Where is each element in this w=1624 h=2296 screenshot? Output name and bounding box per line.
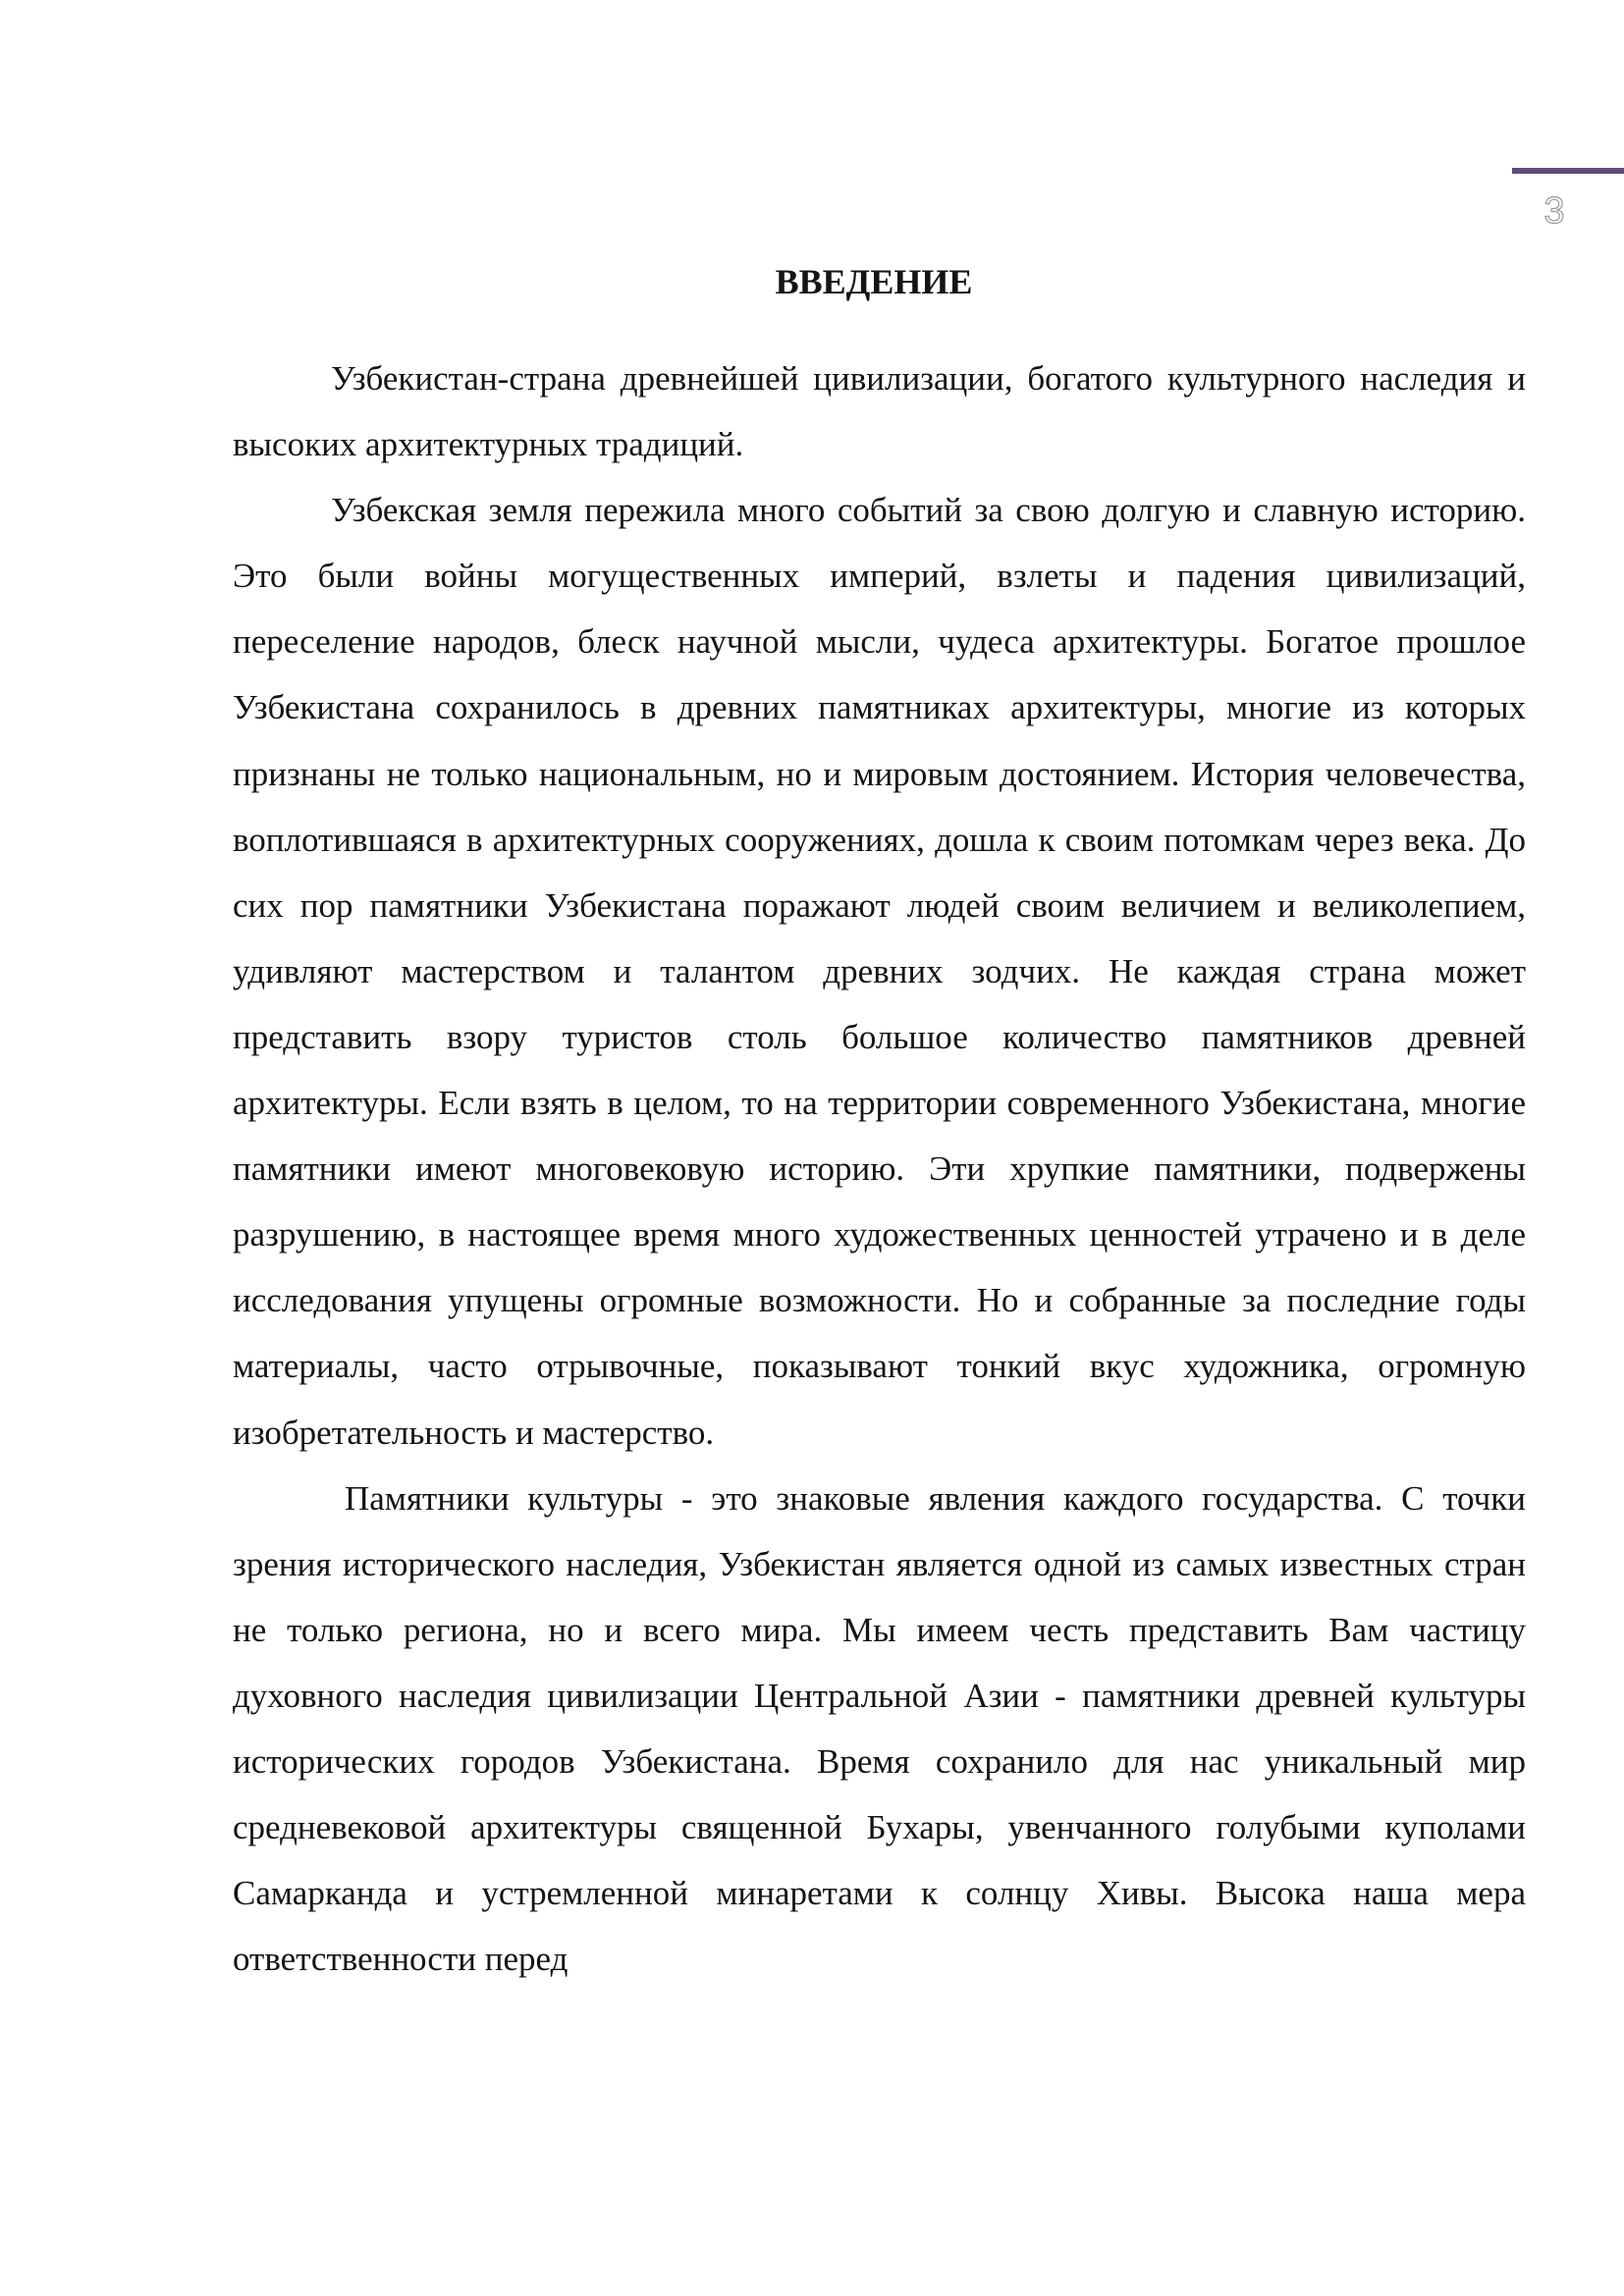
- paragraph-intro: Узбекистан-страна древнейшей цивилизации, богатого культурного наследия и высоких архитектурных традиций.: [233, 359, 1526, 464]
- page-number-accent-bar: [1512, 168, 1624, 174]
- document-title: ВВЕДЕНИЕ: [775, 262, 973, 301]
- paragraph-monuments: Памятники культуры - это знаковые явления каждого государства. С точки зрения исторического наследия, Узбекистан является одной из самых известных стран не только региона, но и всего мира. Мы имеем честь представить Вам частицу духовного наследия цивилизации Центральной Азии - памятники древней культуры исторических городов Узбекистана. Время сохранило для нас уникальный мир средневековой архитектуры священной Бухары, увенчанного голубыми куполами Самарканда и устремленной минаретами к солнцу Хивы. Высока наша мера ответственности перед: [233, 1478, 1526, 1979]
- paragraph-history: Узбекская земля пережила много событий за свою долгую и славную историю. Это были войны могущественных империй, взлеты и падения цивилизаций, переселение народов, блеск научной мысли, чудеса архитектуры. Богатое прошлое Узбекистана сохранилось в древних памятниках архитектуры, многие из которых признаны не только национальным, но и мировым достоянием. История человечества, воплотившаяся в архитектурных сооружениях, дошла к своим потомкам через века. До сих пор памятники Узбекистана поражают людей своим величием и великолепием, удивляют мастерством и талантом древних зодчих. Не каждая страна может представить взору туристов столь большое количество памятников древней архитектуры. Если взять в целом, то на территории современного Узбекистана, многие памятники имеют многовековую историю. Эти хрупкие памятники, подвержены разрушению, в настоящее время много художественных ценностей утрачено и в деле исследования упущены огромные возможности. Но и собранные за последние годы материалы, часто отрывочные, показывают тонкий вкус художника, огромную изобретательность и мастерство.: [233, 491, 1526, 1452]
- page-number: 3: [1543, 190, 1565, 232]
- document-body: [233, 346, 1526, 1992]
